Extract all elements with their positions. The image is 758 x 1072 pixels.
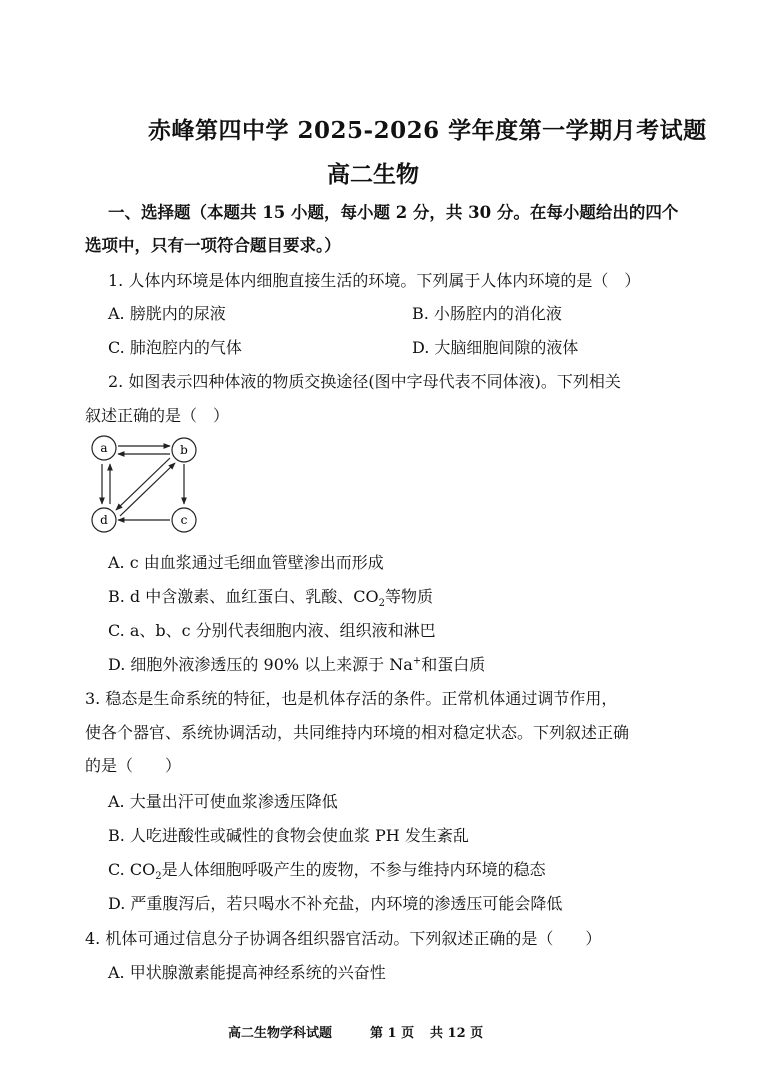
q1-option-d: D. 大脑细胞间隙的液体 xyxy=(412,338,579,357)
node-a xyxy=(92,436,116,460)
exam-title: 赤峰第四中学 2025-2026 学年度第一学期月考试题 xyxy=(148,117,707,144)
q3-option-b: B. 人吃进酸性或碱性的食物会使血浆 PH 发生紊乱 xyxy=(108,826,469,845)
q3-option-c: C. $CO_2$是人体细胞呼吸产生的废物，不参与维持内环境的稳态 xyxy=(108,860,546,883)
q1-option-a: A. 膀胱内的尿液 xyxy=(108,304,226,323)
q1-stem: 1. 人体内环境是体内细胞直接生活的环境。下列属于人体内环境的是（ ） xyxy=(108,271,641,290)
svg-text:a: a xyxy=(100,441,108,455)
arrow-d-to-b xyxy=(120,463,175,516)
q2-option-c: C. a、b、c 分别代表细胞内液、组织液和淋巴 xyxy=(108,621,436,640)
q4-option-a: A. 甲状腺激素能提高神经系统的兴奋性 xyxy=(108,963,386,982)
q2-stem-line1: 2. 如图表示四种体液的物质交换途径(图中字母代表不同体液)。下列相关 xyxy=(108,372,621,391)
node-c xyxy=(172,508,196,532)
svg-text:d: d xyxy=(100,513,108,527)
subject-title: 高二生物 xyxy=(327,161,419,188)
q1-option-b: B. 小肠腔内的消化液 xyxy=(412,304,562,323)
footer-page-number: 第 1 页 xyxy=(370,1026,415,1041)
q4-stem: 4. 机体可通过信息分子协调各组织器官活动。下列叙述正确的是（ ） xyxy=(85,929,602,948)
node-b xyxy=(172,438,196,462)
q3-stem-line1: 3. 稳态是生命系统的特征，也是机体存活的条件。正常机体通过调节作用， xyxy=(85,689,618,708)
arrow-b-to-d xyxy=(116,458,170,510)
q3-option-d: D. 严重腹泻后，若只喝水不补充盐，内环境的渗透压可能会降低 xyxy=(108,894,563,913)
svg-text:c: c xyxy=(180,513,188,527)
q2-option-b: B. d 中含激素、血红蛋白、乳酸、$CO_2$等物质 xyxy=(108,587,434,610)
footer-subject: 高二生物学科试题 xyxy=(228,1026,333,1041)
body-fluid-exchange-diagram xyxy=(84,430,204,538)
section-heading-line2: 选项中，只有一项符合题目要求。） xyxy=(85,236,341,255)
section-heading-line1: 一、选择题（本题共 15 小题，每小题 2 分，共 30 分。在每小题给出的四个 xyxy=(108,203,679,222)
q1-option-c: C. 肺泡腔内的气体 xyxy=(108,338,242,357)
q3-stem-line3: 的是（ ） xyxy=(85,756,182,775)
q2-option-a: A. c 由血浆通过毛细血管壁渗出而形成 xyxy=(108,553,384,572)
node-d xyxy=(92,508,116,532)
footer-total-pages: 共 12 页 xyxy=(430,1026,484,1041)
q2-option-d: D. 细胞外液渗透压的 90% 以上来源于 Na+和蛋白质 xyxy=(108,655,486,674)
svg-text:b: b xyxy=(180,443,188,457)
q3-stem-line2: 使各个器官、系统协调活动，共同维持内环境的相对稳定状态。下列叙述正确 xyxy=(85,723,630,742)
q3-option-a: A. 大量出汗可使血浆渗透压降低 xyxy=(108,792,338,811)
q2-stem-line2: 叙述正确的是（ ） xyxy=(85,406,230,425)
